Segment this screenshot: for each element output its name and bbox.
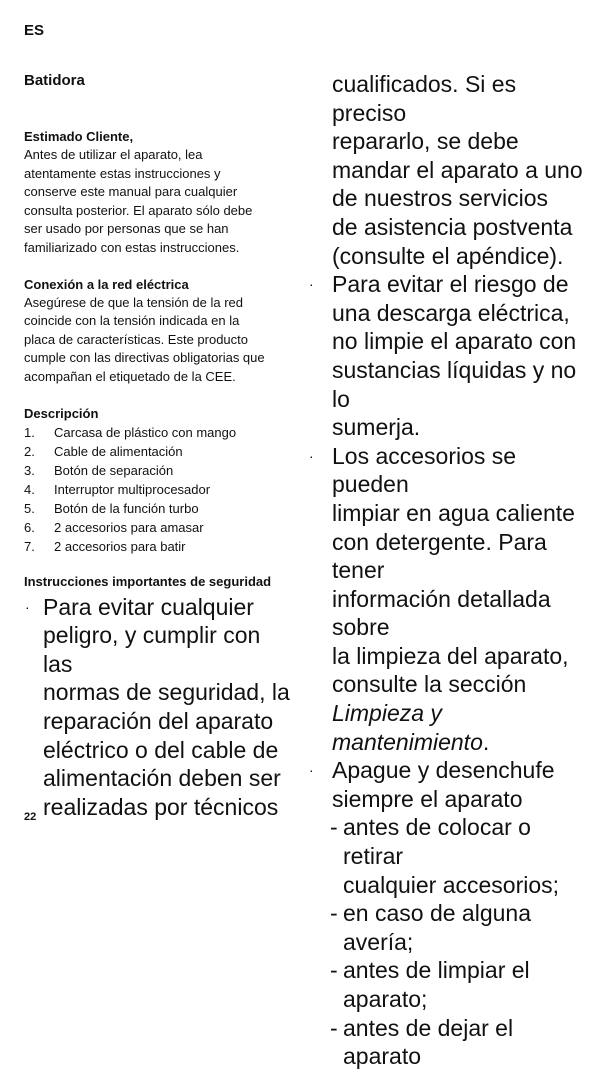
safety-heading: Instrucciones importantes de seguridad xyxy=(24,573,272,589)
sub-item xyxy=(308,1014,588,1071)
dash: - xyxy=(330,1014,338,1041)
bullet-line: repararlo, se debe xyxy=(332,128,519,155)
safety-bullet-1 xyxy=(24,593,290,822)
bullet-line: de nuestros servicios xyxy=(332,185,549,212)
bullet-line: normas de seguridad, la xyxy=(43,679,290,706)
greeting-line: consulta posterior. El aparato sólo debe xyxy=(24,202,253,218)
language-code: ES xyxy=(24,22,45,39)
bullet-line: Los accesorios se pueden xyxy=(332,442,517,498)
bullet-line: (consulte el apéndice). xyxy=(332,242,564,269)
connection-heading: Conexión a la red eléctrica xyxy=(24,276,189,292)
item-number: 1. xyxy=(24,424,35,440)
bullet-line: información detallada sobre xyxy=(332,585,551,641)
sub-line: aparato; xyxy=(343,986,428,1012)
bullet-line: peligro, y cumplir con las xyxy=(43,622,261,677)
list-item xyxy=(24,442,290,461)
greeting-line: conserve este manual para cualquier xyxy=(24,184,238,200)
item-text: Cable de alimentación xyxy=(54,443,183,459)
bullet-line: con detergente. Para tener xyxy=(332,528,547,584)
description-list xyxy=(24,423,290,556)
sub-line: en caso de alguna avería; xyxy=(343,900,531,955)
sub-line: antes de dejar el aparato xyxy=(343,1014,514,1070)
bullet-line: cualificados. Si es preciso xyxy=(332,71,517,126)
item-text: Botón de separación xyxy=(54,462,174,478)
item-number: 4. xyxy=(24,481,35,497)
bullet-line: una descarga eléctrica, xyxy=(332,299,570,326)
description-heading: Descripción xyxy=(24,405,99,421)
item-number: 5. xyxy=(24,500,35,516)
bullet-line: Para evitar cualquier xyxy=(43,593,254,620)
connection-line: placa de características. Este producto xyxy=(24,331,249,347)
bullet-line: eléctrico o del cable de xyxy=(43,736,279,763)
bullet-line: no limpie el aparato con xyxy=(332,328,577,355)
list-item xyxy=(24,499,290,518)
sub-line: cualquier accesorios; xyxy=(343,871,560,898)
connection-line: Asegúrese de que la tensión de la red xyxy=(24,294,243,310)
item-number: 7. xyxy=(24,538,35,554)
period: . xyxy=(482,728,490,755)
bullet-line: limpiar en agua caliente xyxy=(332,499,575,526)
greeting-section xyxy=(24,128,290,258)
item-text: Interruptor multiprocesador xyxy=(54,481,211,497)
connection-line: coincide con la tensión indicada en la xyxy=(24,313,240,329)
greeting-heading: Estimado Cliente, xyxy=(24,129,134,144)
bullet-dot: · xyxy=(309,276,314,293)
item-text: 2 accesorios para batir xyxy=(54,538,186,554)
bullet-dot: · xyxy=(25,598,30,615)
document-title: Batidora xyxy=(24,72,85,89)
dash: - xyxy=(330,957,338,984)
safety-section xyxy=(24,574,290,822)
sub-item xyxy=(308,899,588,956)
dash: - xyxy=(330,814,338,841)
left-column xyxy=(24,72,290,821)
bullet-dot: · xyxy=(309,447,314,464)
bullet-line: sustancias líquidas y no lo xyxy=(332,356,577,412)
bullet-line: realizadas por técnicos xyxy=(43,793,279,820)
bullet-line: reparación del aparato xyxy=(43,707,274,734)
greeting-line: ser usado por personas que se han xyxy=(24,221,229,237)
page-number: 22 xyxy=(24,811,37,823)
bullet-line: Apague y desenchufe xyxy=(332,757,555,784)
sub-item xyxy=(308,956,588,1013)
bullet-1-continuation xyxy=(308,70,588,270)
bullet-line xyxy=(332,699,588,756)
greeting-line: atentamente estas instrucciones y xyxy=(24,165,221,181)
bullet-line: consulte la sección xyxy=(332,671,527,698)
list-item xyxy=(24,518,290,537)
right-column xyxy=(308,70,588,1071)
bullet-line: mandar el aparato a uno xyxy=(332,156,583,183)
section-reference: Limpieza y mantenimiento xyxy=(332,700,483,755)
list-item xyxy=(24,423,290,442)
sub-item xyxy=(308,813,588,899)
bullet-dot: · xyxy=(309,762,314,779)
bullet-line: siempre el aparato xyxy=(332,785,523,812)
item-text: Botón de la función turbo xyxy=(54,500,199,516)
bullet-line: la limpieza del aparato, xyxy=(332,642,569,669)
dash: - xyxy=(330,900,338,927)
safety-bullet-3 xyxy=(308,442,588,757)
bullet-line: alimentación deben ser xyxy=(43,765,281,792)
list-item xyxy=(24,537,290,556)
bullet-line: Para evitar el riesgo de xyxy=(332,271,569,298)
item-text: 2 accesorios para amasar xyxy=(54,519,204,535)
connection-line: cumple con las directivas obligatorias que xyxy=(24,350,265,366)
bullet-line: de asistencia postventa xyxy=(332,213,573,240)
item-text: Carcasa de plástico con mango xyxy=(54,424,237,440)
bullet-line: sumerja. xyxy=(332,414,421,441)
greeting-line: Antes de utilizar el aparato, lea xyxy=(24,147,203,162)
safety-bullet-4 xyxy=(308,756,588,813)
list-item xyxy=(24,461,290,480)
list-item xyxy=(24,480,290,499)
description-section xyxy=(24,405,290,556)
sub-line: antes de limpiar el xyxy=(343,957,530,984)
connection-line: acompañan el etiquetado de la CEE. xyxy=(24,368,236,384)
connection-section xyxy=(24,276,290,387)
item-number: 2. xyxy=(24,443,35,459)
sub-line: antes de colocar o retirar xyxy=(343,814,531,870)
safety-bullet-2 xyxy=(308,270,588,442)
greeting-line: familiarizado con estas instrucciones. xyxy=(24,239,240,255)
item-number: 3. xyxy=(24,462,35,478)
item-number: 6. xyxy=(24,519,35,535)
